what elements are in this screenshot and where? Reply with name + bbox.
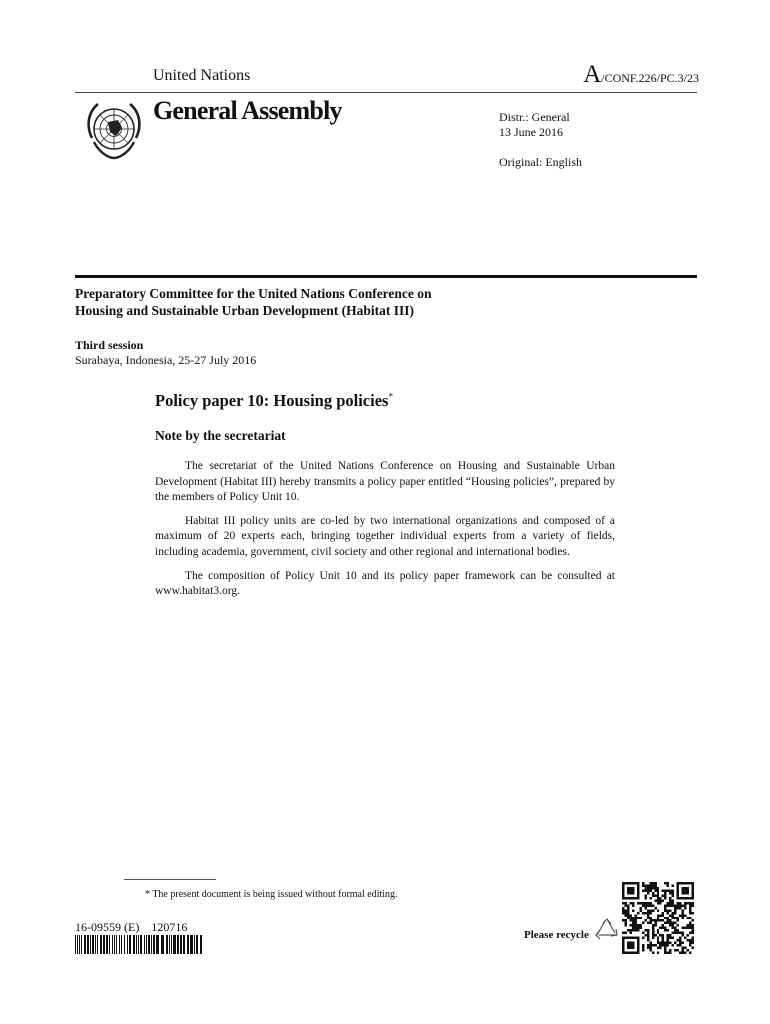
footnote: * The present document is being issued without formal editing. — [145, 889, 398, 900]
footnote-marker: * — [388, 391, 393, 402]
un-emblem-icon — [80, 98, 148, 166]
job-number — [75, 920, 199, 935]
original-language: Original: English — [499, 155, 582, 169]
session-label: Third session — [75, 338, 144, 352]
qr-code-icon — [622, 882, 694, 954]
document-subtitle: Note by the secretariat — [155, 428, 286, 443]
body-name: General Assembly — [153, 96, 342, 125]
body-paragraph: The secretariat of the United Nations Conference on Housing and Sustainable Urban Development (Habitat III) hereby transmits a policy paper entitled “Housing policies”, prepared by the members of Policy Unit 10. — [155, 460, 615, 504]
body-paragraph: Habitat III policy units are co-led by two international organizations and composed of a maximum of 20 experts each, bringing together individual experts from a variety of fields, including academia, government, civil society and other regional and international bodies. — [155, 514, 615, 558]
recycle-text: Please recycle — [524, 929, 589, 941]
symbol-initial: A — [583, 61, 602, 88]
job-number-code: 16-09559 (E) — [75, 920, 140, 934]
body-paragraph: The composition of Policy Unit 10 and its policy paper framework can be consulted at www.habitat3.org. — [155, 569, 615, 598]
recycle-icon — [594, 918, 620, 944]
document-date: 13 June 2016 — [499, 125, 563, 139]
job-date: 120716 — [151, 920, 188, 934]
section-rule — [75, 275, 697, 278]
footnote-rule — [124, 879, 216, 880]
document-symbol — [583, 61, 699, 89]
committee-name: Preparatory Committee for the United Nations Conference on Housing and Sustainable Urban Development (Habitat III) — [75, 286, 432, 318]
distribution-info — [499, 110, 570, 140]
barcode-icon — [75, 935, 203, 954]
title-text: Policy paper 10: Housing policies — [155, 391, 389, 410]
organization-name: United Nations — [153, 67, 251, 84]
document-body — [155, 459, 615, 608]
header-rule — [75, 92, 697, 93]
distribution-label: Distr.: General — [499, 110, 570, 124]
document-title — [155, 391, 393, 411]
symbol-rest: /CONF.226/PC.3/23 — [601, 71, 699, 85]
session-venue: Surabaya, Indonesia, 25-27 July 2016 — [75, 353, 257, 367]
